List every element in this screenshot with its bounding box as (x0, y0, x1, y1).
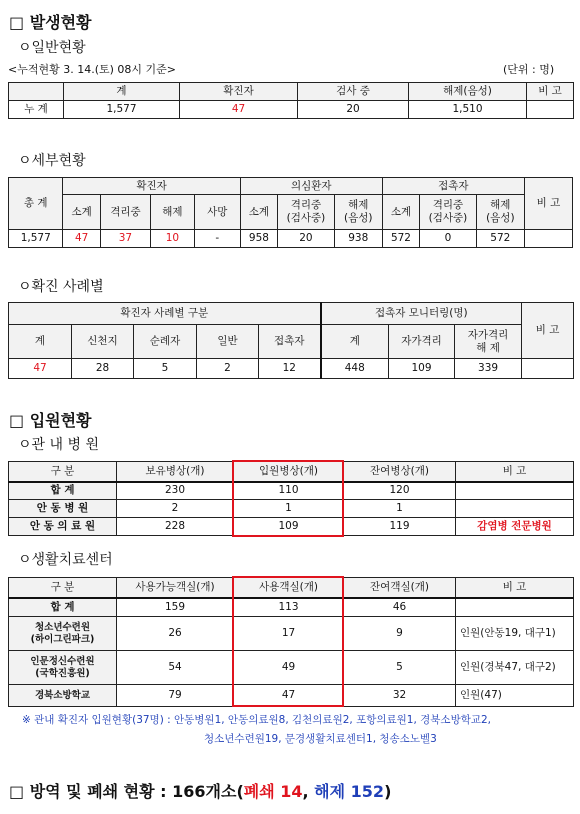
center-fire-school-remark: 인원(47) (456, 685, 574, 707)
quarantine-comma: , (302, 782, 315, 801)
general-header-confirmed: 확진자 (180, 83, 298, 101)
unit-note: (단위 : 명) (503, 63, 555, 76)
center-row-total-label: 합 계 (9, 598, 117, 617)
general-cell-total: 1,577 (64, 101, 180, 119)
general-header-total: 계 (64, 83, 180, 101)
detail-sub-deceased: 사망 (194, 195, 240, 230)
quarantine-suffix: ) (384, 782, 392, 801)
hospital-row-andong-label: 안 동 병 원 (9, 500, 117, 518)
general-header-remark: 비 고 (527, 83, 574, 101)
detail-cell-confirmed-isolating: 37 (100, 230, 150, 248)
hospital-row-total-label: 합 계 (9, 482, 117, 500)
detail-sub-contact-isolating: 격리중 (검사중) (420, 195, 477, 230)
cases-group-monitor: 접촉자 모니터링(명) (321, 303, 522, 325)
cases-group-type: 확진자 사례별 구분 (9, 303, 321, 325)
cases-cell-remark (522, 359, 574, 379)
center-total-available: 159 (117, 598, 234, 617)
hospital-table (8, 461, 574, 536)
heading-general: ㅇ일반현황 (18, 40, 86, 56)
detail-sub-subtotal: 소계 (63, 195, 100, 230)
hospital-total-remaining: 120 (344, 482, 456, 500)
center-youth-available: 26 (117, 617, 234, 651)
hospital-header-category: 구 분 (9, 462, 117, 482)
quarantine-closed: 폐쇄 14 (243, 782, 303, 801)
detail-cell-deceased: - (194, 230, 240, 248)
general-row-label: 누 계 (9, 101, 64, 119)
center-header-available: 사용가능객실(개) (117, 578, 234, 598)
center-fire-school-used: 47 (234, 685, 344, 707)
detail-cell-total: 1,577 (9, 230, 63, 248)
detail-cell-contact-isolating: 0 (420, 230, 477, 248)
general-cell-confirmed: 47 (180, 101, 298, 119)
hospital-total-remark (456, 482, 574, 500)
heading-center: ㅇ생활치료센터 (18, 552, 113, 568)
detail-header-remark: 비 고 (524, 178, 572, 230)
detail-sub-suspect-isolating: 격리중 (검사중) (278, 195, 335, 230)
cases-cell-total: 47 (9, 359, 72, 379)
cases-sub-self-isolation: 자가격리 (389, 325, 455, 359)
detail-cell-suspect-released: 938 (334, 230, 382, 248)
hospital-row-medical-center-label: 안 동 의 료 원 (9, 518, 117, 536)
basis-note: <누적현황 3. 14.(토) 08시 기준> (8, 63, 176, 76)
center-total-remark (456, 598, 574, 617)
section-title-admission: □ 입원현황 (9, 411, 92, 430)
center-header-used: 사용객실(개) (234, 578, 344, 598)
cases-cell-isolation-released: 339 (455, 359, 522, 379)
hospital-andong-occupied: 1 (234, 500, 344, 518)
hospital-andong-remark (456, 500, 574, 518)
cases-cell-pilgrim: 5 (134, 359, 197, 379)
detail-group-confirmed: 확진자 (63, 178, 240, 195)
center-youth-used: 17 (234, 617, 344, 651)
cases-sub-monitor-total: 계 (321, 325, 389, 359)
center-row-youth-label: 청소년수련원 (하이그린파크) (9, 617, 117, 651)
detail-sub-contact-released: 해제 (음성) (476, 195, 524, 230)
detail-cell-remark (524, 230, 572, 248)
detail-sub-released: 해제 (151, 195, 195, 230)
center-humanities-used: 49 (234, 651, 344, 685)
detail-status-table (8, 177, 573, 248)
detail-cell-confirmed-subtotal: 47 (63, 230, 100, 248)
case-type-table (8, 302, 574, 379)
center-youth-remaining: 9 (344, 617, 456, 651)
center-header-category: 구 분 (9, 578, 117, 598)
detail-cell-suspect-isolating: 20 (278, 230, 335, 248)
hospital-total-occupied: 110 (234, 482, 344, 500)
cases-cell-contact: 12 (259, 359, 321, 379)
cases-sub-total: 계 (9, 325, 72, 359)
hospital-medical-center-occupied: 109 (234, 518, 344, 536)
cases-header-remark: 비 고 (522, 303, 574, 359)
center-fire-school-available: 79 (117, 685, 234, 707)
heading-hospital: ㅇ관 내 병 원 (18, 437, 99, 453)
hospital-header-remaining: 잔여병상(개) (344, 462, 456, 482)
section-title-quarantine (9, 779, 391, 802)
general-cell-released: 1,510 (409, 101, 527, 119)
center-fire-school-remaining: 32 (344, 685, 456, 707)
cases-sub-general: 일반 (197, 325, 259, 359)
center-header-remark: 비 고 (456, 578, 574, 598)
cases-sub-isolation-released: 자가격리 해 제 (455, 325, 522, 359)
hospital-header-remark: 비 고 (456, 462, 574, 482)
hospital-medical-center-remark: 감염병 전문병원 (456, 518, 574, 536)
detail-group-suspect: 의심환자 (240, 178, 382, 195)
center-humanities-remark: 인원(경북47, 대구2) (456, 651, 574, 685)
general-header-testing: 검사 중 (298, 83, 409, 101)
hospital-medical-center-remaining: 119 (344, 518, 456, 536)
quarantine-prefix: □ 방역 및 폐쇄 현황 : 166개소( (9, 782, 244, 801)
section-title-occurrence: □ 발생현황 (9, 13, 92, 32)
footnote-line-2: 청소년수련원19, 문경생활치료센터1, 청송소노벨3 (204, 733, 437, 745)
center-youth-remark: 인원(안동19, 대구1) (456, 617, 574, 651)
cases-sub-shincheonji: 신천지 (72, 325, 134, 359)
general-header-released: 해제(음성) (409, 83, 527, 101)
hospital-medical-center-beds: 228 (117, 518, 234, 536)
center-header-remaining: 잔여객실(개) (344, 578, 456, 598)
center-total-used: 113 (234, 598, 344, 617)
hospital-andong-beds: 2 (117, 500, 234, 518)
center-total-remaining: 46 (344, 598, 456, 617)
cases-sub-contact: 접촉자 (259, 325, 321, 359)
cases-sub-pilgrim: 순례자 (134, 325, 197, 359)
detail-sub-suspect-subtotal: 소계 (240, 195, 277, 230)
hospital-header-beds: 보유병상(개) (117, 462, 234, 482)
treatment-center-table (8, 577, 574, 707)
cases-cell-general: 2 (197, 359, 259, 379)
detail-sub-suspect-released: 해제 (음성) (334, 195, 382, 230)
heading-detail: ㅇ세부현황 (18, 153, 86, 169)
detail-group-contact: 접촉자 (382, 178, 524, 195)
cases-cell-monitor-total: 448 (321, 359, 389, 379)
hospital-header-occupied: 입원병상(개) (234, 462, 344, 482)
detail-sub-isolating: 격리중 (100, 195, 150, 230)
general-cell-remark (527, 101, 574, 119)
center-humanities-available: 54 (117, 651, 234, 685)
cases-cell-self-isolation: 109 (389, 359, 455, 379)
detail-header-total: 총 계 (9, 178, 63, 230)
detail-cell-confirmed-released: 10 (151, 230, 195, 248)
footnote-line-1: ※ 관내 확진자 입원현황(37명) : 안동병원1, 안동의료원8, 김천의료원2, 포항의료원1, 경북소방학교2, (22, 714, 492, 726)
quarantine-released: 해제 152 (314, 782, 385, 801)
general-status-table (8, 82, 574, 119)
heading-cases: ㅇ확진 사례별 (18, 279, 104, 295)
center-row-fire-school-label: 경북소방학교 (9, 685, 117, 707)
center-humanities-remaining: 5 (344, 651, 456, 685)
general-cell-testing: 20 (298, 101, 409, 119)
general-header-blank (9, 83, 64, 101)
hospital-andong-remaining: 1 (344, 500, 456, 518)
center-row-humanities-label: 인문정신수련원 (국학진흥원) (9, 651, 117, 685)
detail-sub-contact-subtotal: 소계 (382, 195, 419, 230)
cases-cell-shincheonji: 28 (72, 359, 134, 379)
detail-cell-suspect-subtotal: 958 (240, 230, 277, 248)
detail-cell-contact-subtotal: 572 (382, 230, 419, 248)
detail-cell-contact-released: 572 (476, 230, 524, 248)
hospital-total-beds: 230 (117, 482, 234, 500)
